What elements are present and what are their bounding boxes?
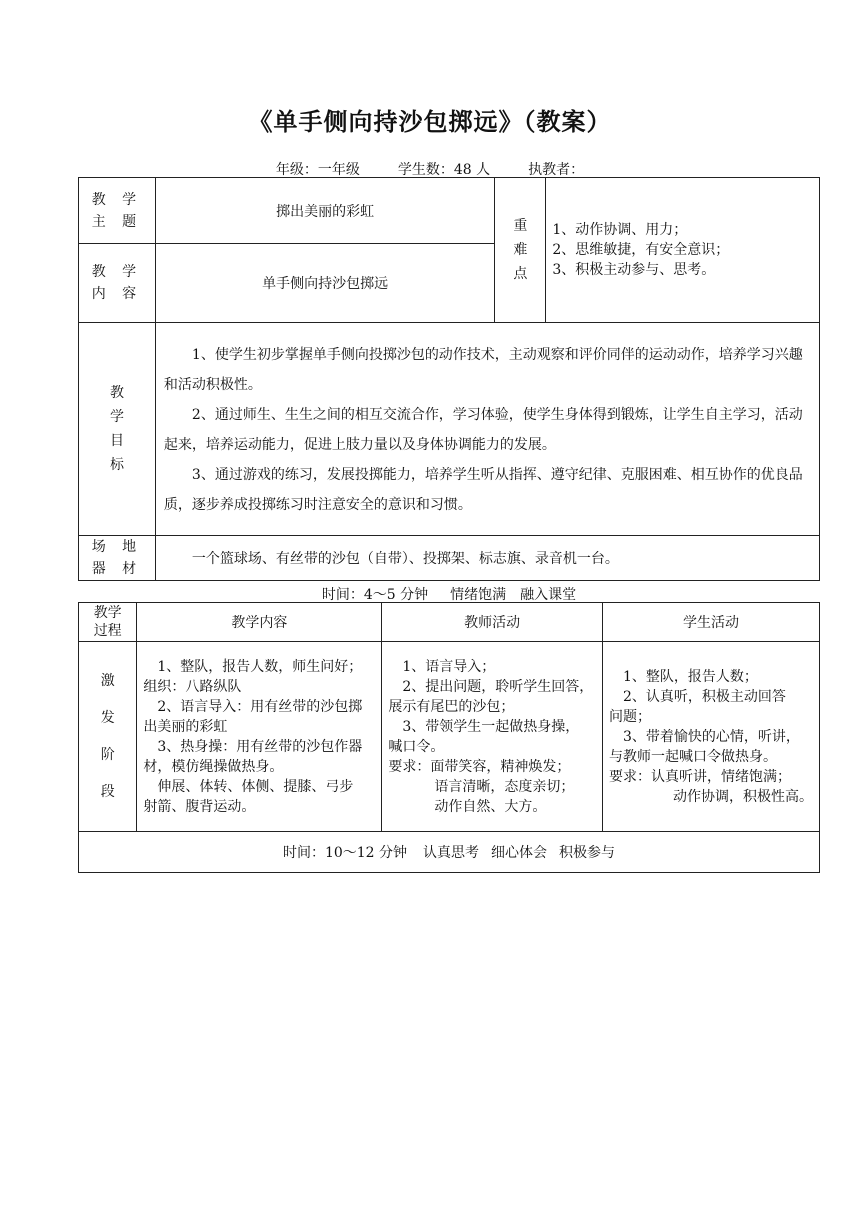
content-label: 教 学 内 容 [79,244,156,323]
content-value: 单手侧向持沙包掷远 [155,244,495,323]
stage1-content: 1、整队，报告人数，师生问好； 组织：八路纵队 2、语言导入：用有丝带的沙包掷 出美丽的彩虹 3、热身操：用有丝带的沙包作器 材，模仿绳操做热身。 伸展、体转、体侧、提膝、弓步 射箭、腹背运动。 [137,642,382,832]
key-points-label: 重 难 点 [495,178,546,323]
goals-label: 教 学 目 标 [79,323,156,536]
topic-value: 掷出美丽的彩虹 [155,178,495,244]
key-points-list: 1、动作协调、用力； 2、思维敏捷，有安全意识； 3、积极主动参与、思考。 [546,178,820,323]
venue-value: 一个篮球场、有丝带的沙包（自带）、投掷架、标志旗、录音机一台。 [155,536,819,581]
topic-row [79,178,820,244]
topic-label: 教 学 主 题 [79,178,156,244]
goals-text [155,323,819,536]
teacher-text: 执教者： [528,162,585,178]
teacher-header: 教师活动 [382,603,603,642]
time2-text: 时间：10～12 分钟 [282,845,408,861]
stage-header: 教学 过程 [79,603,137,642]
time-bar-stage1 [78,584,820,604]
time2-b: 细心体会 [491,845,548,861]
goal-3: 3、通过游戏的练习，发展投掷能力，培养学生听从指挥、遵守纪律、克服困难、相互协作的优良品质，逐步养成投掷练习时注意安全的意识和习惯。 [163,467,803,513]
mood-text: 情绪饱满 [450,587,507,603]
goal-2: 2、通过师生、生生之间的相互交流合作，学习体验，使学生身体得到锻炼，让学生自主学习，活动起来，培养运动能力，促进上肢力量以及身体协调能力的发展。 [163,407,803,453]
stage1-label: 激 发 阶 段 [79,642,137,832]
stage1-teacher: 1、语言导入； 2、提出问题，聆听学生回答， 展示有尾巴的沙包； 3、带领学生一起做热身操， 喊口令。 要求：面带笑容，精神焕发； 语言清晰，态度亲切； 动作自然、大方。 [382,642,603,832]
goals-row [79,323,820,536]
student-header: 学生活动 [602,603,819,642]
grade-text: 年级：一年级 [275,162,360,178]
time2-c: 积极参与 [559,845,616,861]
stage1-student: 1、整队，报告人数； 2、认真听，积极主动回答 问题； 3、带着愉快的心情，听讲， 与教师一起喊口令做热身。 要求：认真听讲，情绪饱满； 动作协调，积极性高。 [602,642,819,832]
student-count-text: 学生数：48 人 [397,162,491,178]
goal-1: 1、使学生初步掌握单手侧向投掷沙包的动作技术，主动观察和评价同伴的运动动作，培养学习兴趣和活动积极性。 [163,347,803,393]
stage1-row [79,642,820,832]
process-table [78,602,820,873]
slogan-text: 融入课堂 [520,587,577,603]
time-text: 时间：4～5 分钟 [321,587,429,603]
lesson-plan-table [78,177,820,581]
time-bar-stage2 [79,832,820,873]
venue-label: 场 地 器 材 [79,536,156,581]
lesson-meta [0,159,860,179]
process-header-row [79,603,820,642]
venue-row [79,536,820,581]
page-title: 《单手侧向持沙包掷远》（教案） [248,108,612,136]
content-header: 教学内容 [137,603,382,642]
time2-a: 认真思考 [423,845,480,861]
